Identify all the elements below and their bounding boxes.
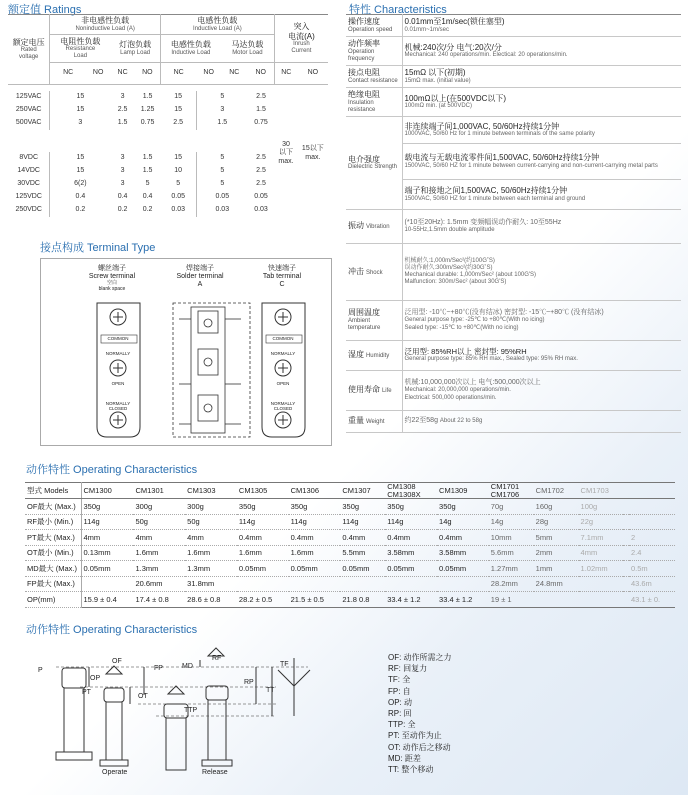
operating-cell: 4mm (133, 530, 185, 546)
operating-cell: 0.4mm (437, 530, 489, 546)
screw-normally-open-label: NORMALLY (105, 351, 131, 356)
model-header (629, 483, 675, 499)
operating-cell: 4mm (81, 530, 133, 546)
operating-row-label: FP最大 (Max.) (25, 576, 81, 592)
solder-terminal-label: 焊接端子 Solder terminal A (176, 265, 224, 289)
operating-cell: 350g (237, 499, 289, 515)
operating-cell: 14g (437, 514, 489, 530)
dielectric-label: 电介强度 Dielectric Strength (346, 116, 402, 209)
inrush-nc-cell: 30 以下 max. (278, 141, 294, 165)
legend-item: PT: 至动作为止 (388, 731, 442, 741)
operating-cell: 0.05mm (289, 561, 341, 577)
legend-item: OP: 动 (388, 697, 413, 707)
rating-cell: 5 (220, 166, 225, 174)
tab-open-label: OPEN (276, 381, 290, 386)
rating-cell: 0.2 (142, 205, 153, 213)
life-label: 使用寿命 Life (346, 370, 402, 410)
label-rf: RF (212, 655, 222, 662)
operating-cell: 5mm (534, 530, 579, 546)
model-header: CM1701 CM1706 (489, 483, 534, 499)
rating-cell: 15 (76, 166, 85, 174)
voltage-cell: 250VDC (8, 204, 50, 217)
humidity-value: 泛用型: 85%RH以上 密封型: 95%RH General purpose type: 85% RH max., Sealed type: 95% RH max. (402, 340, 681, 370)
rating-cell: 6(2) (74, 179, 87, 187)
weight-value: 约22至58g About 22 to 58g (402, 410, 681, 432)
rating-cell: 1.25 (140, 105, 155, 113)
rating-cell: 0.4 (75, 192, 86, 200)
operating-cell: 0.4mm (340, 530, 385, 546)
operating-cell: 28g (534, 514, 579, 530)
voltage-cell: 125VDC (8, 191, 50, 204)
operating-cell: 5.5mm (340, 545, 385, 561)
rating-cell: 1.5 (217, 118, 228, 126)
inductive-load-header: 电感性负载 Inductive Load (160, 35, 220, 63)
operating-cell: 1.02mm (579, 561, 624, 577)
operating-row-label: OF最大 (Max.) (25, 499, 81, 515)
char-value: 0.01mm至1m/sec(锁住塞型) 0.01mm~1m/sec (402, 15, 681, 37)
temperature-value: 泛用型: -10℃~+80℃(没有结冰) 密封型: -15℃~+80℃ (没有结冰) General purpose type: -25℃ to +80℃(With no icing) Sealed type: -15℃ to +80℃(With no icing) (402, 300, 681, 340)
operating-cell: 1.6mm (133, 545, 185, 561)
operating-cell (534, 592, 579, 608)
operating-cell (289, 576, 341, 592)
char-label: 接点电阻 Contact resistance (346, 65, 402, 87)
operating-cell: 350g (289, 499, 341, 515)
operating-cell: 33.4 ± 1.2 (437, 592, 489, 608)
model-header: CM1702 (534, 483, 579, 499)
model-header: CM1703 (579, 483, 624, 499)
operating-cell: 1.3mm (133, 561, 185, 577)
rating-cell: 3 (220, 105, 225, 113)
no-label: NO (135, 63, 161, 85)
operating-cell: 24.8mm (534, 576, 579, 592)
label-tf: TF (280, 661, 289, 668)
label-md: MD (182, 663, 193, 670)
operating-cell: 0.05mm (385, 561, 437, 577)
operating-cell: 350g (81, 499, 133, 515)
model-header: CM1309 (437, 483, 489, 499)
operating-cell: 7.1mm (579, 530, 624, 546)
tab-normally-open-label: NORMALLY (270, 351, 296, 356)
voltage-cell: 14VDC (8, 165, 50, 178)
rating-cell: 1.5 (142, 153, 153, 161)
voltage-cell: 500VAC (8, 117, 50, 130)
operating-cell: 1.3mm (185, 561, 237, 577)
char-value: 机械:240次/分 电气:20次/分 Mechanical: 240 operations/min. Electical: 20 operations/min. (402, 37, 681, 66)
legend-item: OF: 动作所需之力 (388, 653, 452, 662)
operating-cell: 21.8 0.8 (340, 592, 385, 608)
shock-label: 冲击 Shock (346, 243, 402, 300)
screw-normally-closed-label: NORMALLY (105, 401, 131, 406)
operating-cell: 31.8mm (185, 576, 237, 592)
operating-cell: 21.5 ± 0.5 (289, 592, 341, 608)
operating-cell (437, 576, 489, 592)
inrush-header: 突入 电流(A) Inrush Current (274, 15, 328, 63)
label-pt: PT (82, 689, 91, 696)
no-label: NO (86, 63, 110, 85)
no-label: NO (248, 63, 275, 85)
vibration-label: 振动 Vibration (346, 209, 402, 243)
vibration-value: (*10至20Hz): 1.5mm 变频幅误动作耐久: 10至55Hz 10-55Hz,1.5mm double amplitude (402, 209, 681, 243)
rating-cell: 1.5 (117, 118, 128, 126)
operating-cell: 0.4mm (237, 530, 289, 546)
operating-cell: 50g (185, 514, 237, 530)
model-header: CM1305 (237, 483, 289, 499)
operating-cell: 350g (340, 499, 385, 515)
humidity-label: 湿度 Humidity (346, 340, 402, 370)
operating-cell: 22g (579, 514, 624, 530)
rating-cell: 1.5 (142, 166, 153, 174)
rating-cell: 0.2 (75, 205, 86, 213)
legend-item: TF: 全 (388, 675, 411, 685)
operating-cell (579, 576, 624, 592)
model-header: CM1303 (185, 483, 237, 499)
rating-cell: 3 (120, 153, 125, 161)
rating-cell: 3 (120, 92, 125, 100)
model-header: CM1307 (340, 483, 385, 499)
rating-cell: 5 (220, 92, 225, 100)
rating-cell: 2.5 (256, 153, 266, 161)
nc-label: NC (221, 63, 248, 85)
operating-row-label: PT最大 (Max.) (25, 530, 81, 546)
operating-cell (579, 592, 624, 608)
operating-row-label: OP(mm) (25, 592, 81, 608)
voltage-cell: 30VDC (8, 178, 50, 191)
diagram-legend (388, 652, 488, 775)
tab-normally-closed-label: NORMALLY (270, 401, 296, 406)
inrush-no-cell: 15以下 max. (301, 145, 324, 161)
operating-cell: 15.9 ± 0.4 (81, 592, 133, 608)
operating-cell (629, 499, 675, 515)
operating-row-label: MD最大 (Max.) (25, 561, 81, 577)
rating-cell: 2.5 (256, 179, 266, 187)
operating-cell: 2 (629, 530, 675, 546)
dielectric-value-1: 非连续端子间1,000VAC, 50/60Hz持续1分钟 1000VAC, 50/60 Hz for 1 minute between terminals of the same polarity (402, 116, 681, 143)
operating-cell: 3.58mm (385, 545, 437, 561)
life-value: 机械:10,000,000次以上 电气:500,000次以上 Mechanical: 20,000,000 operations/min. Electrical: 500,000 operations/min. (402, 370, 681, 410)
operating-row-label: RF最小 (Min.) (25, 514, 81, 530)
label-ot: OT (138, 693, 148, 700)
ratings-heading: 额定值 Ratings (8, 4, 82, 16)
nc-label: NC (110, 63, 134, 85)
model-header: CM1308 CM1308X (385, 483, 437, 499)
label-fp: FP (154, 665, 163, 672)
operating-cell (237, 576, 289, 592)
rating-cell: 0.05 (160, 191, 196, 204)
char-label: 操作速度 Operation speed (346, 15, 402, 37)
operating-cell: 43.1 ± 0. (629, 592, 675, 608)
screw-terminal-label: 螺丝端子 Screw terminal 空白 blank space (88, 265, 136, 292)
tab-closed-label: CLOSED (273, 406, 293, 411)
operating-cell: 14g (489, 514, 534, 530)
rating-cell: 0.03 (254, 205, 268, 213)
voltage-cell: 8VDC (8, 152, 50, 165)
operating-cell: 114g (81, 514, 133, 530)
nc-label: NC (50, 63, 86, 85)
label-ttp: TTP (184, 707, 198, 714)
dielectric-value-3: 端子和接地之间1,500VAC, 50/60Hz持续1分钟 1500VAC, 50/60 HZ for 1 minute between each terminal and ground (402, 179, 681, 209)
rating-cell: 15 (76, 153, 85, 161)
operating-cell: 70g (489, 499, 534, 515)
operating-cell: 0.13mm (81, 545, 133, 561)
operating-cell: 4mm (579, 545, 624, 561)
rating-cell: 0.4 (142, 192, 153, 200)
ratings-row (8, 91, 328, 104)
rating-cell: 10 (160, 165, 196, 178)
rating-cell: 5 (220, 179, 225, 187)
rating-cell: 1.5 (256, 105, 266, 113)
rating-cell: 15 (160, 104, 196, 117)
label-release: Release (202, 769, 228, 776)
operating-cell: 2mm (534, 545, 579, 561)
rating-cell: 2.5 (160, 117, 196, 130)
operating-cell: 0.05mm (237, 561, 289, 577)
model-header: CM1300 (81, 483, 133, 499)
operating-table (25, 482, 675, 608)
operating-cell: 17.4 ± 0.8 (133, 592, 185, 608)
operating-cell: 1.27mm (489, 561, 534, 577)
legend-item: MD: 距差 (388, 753, 421, 763)
operating-cell: 0.5m (629, 561, 675, 577)
rating-cell: 0.05 (215, 192, 230, 200)
rating-cell: 0.75 (140, 118, 155, 126)
operating-cell: 2.4 (629, 545, 675, 561)
rating-cell: 15 (76, 92, 85, 100)
voltage-cell: 125VAC (8, 91, 50, 104)
rating-cell: 0.03 (160, 204, 196, 217)
terminal-type-box (40, 258, 332, 446)
legend-item: TTP: 全 (388, 720, 416, 730)
operating-cell: 1.6mm (237, 545, 289, 561)
weight-label: 重量 Weight (346, 410, 402, 432)
rating-cell: 0.4 (117, 192, 128, 200)
label-p: P (38, 667, 43, 674)
operating-cell: 3.58mm (437, 545, 489, 561)
operating-cell: 1.6mm (185, 545, 237, 561)
char-label: 绝缘电阻 Insulation resistance (346, 87, 402, 116)
solder-terminal-drawing (173, 303, 250, 437)
operating-cell: 28.6 ± 0.8 (185, 592, 237, 608)
operating-cell: 300g (133, 499, 185, 515)
operating-cell: 28.2 ± 0.5 (237, 592, 289, 608)
rating-cell: 0.2 (117, 205, 128, 213)
screw-open-label: OPEN (111, 381, 125, 386)
lamp-load-header: 灯泡负载 Lamp Load (110, 35, 160, 63)
terminal-heading: 接点构成 Terminal Type (40, 242, 156, 254)
rating-cell: 3 (120, 166, 125, 174)
label-rp: RP (244, 679, 254, 686)
operating-cell: 114g (237, 514, 289, 530)
operating-cell: 114g (289, 514, 341, 530)
dielectric-value-2: 载电流与无载电流零件间1,500VAC, 50/60Hz持续1分钟 1500VAC, 50/60 HZ for 1 minute between current-carrying and non-current-carrying metal parts (402, 143, 681, 179)
operating-cell: 300g (185, 499, 237, 515)
motor-load-header: 马达负载 Motor Load (221, 35, 275, 63)
no-label: NO (298, 63, 328, 85)
operating-cell: 43.6m (629, 576, 675, 592)
operating-cell: 50g (133, 514, 185, 530)
shock-value: 机械耐久:1,000m/Sec²(约100G˚S) 误动作耐久:300m/Sec²(约30G˚S) Mechanical durable: 1,000m/Sec² (about 100G'S) Malfunction: 300m/Sec² (about 30G'S) (402, 243, 681, 300)
rating-cell: 5 (160, 178, 196, 191)
tab-common-label: COMMON (272, 336, 294, 341)
legend-item: FP: 自 (388, 686, 411, 696)
no-label: NO (196, 63, 220, 85)
operating-diagram (26, 640, 346, 790)
tab-terminal-label: 快速端子 Tab terminal C (262, 265, 302, 289)
rated-voltage-header: 额定电压 Rated voltage (8, 15, 50, 85)
diagram-heading: 动作特性 Operating Characteristics (26, 624, 198, 636)
rating-cell: 5 (145, 179, 150, 187)
voltage-cell: 250VAC (8, 104, 50, 117)
operating-cell (81, 576, 133, 592)
operating-cell: 0.05mm (437, 561, 489, 577)
operating-cell (629, 514, 675, 530)
operating-cell (385, 576, 437, 592)
nc-label: NC (160, 63, 196, 85)
operating-cell: 160g (534, 499, 579, 515)
operating-cell: 33.4 ± 1.2 (385, 592, 437, 608)
legend-item: OT: 动作后之移动 (388, 742, 451, 752)
operating-cell: 350g (385, 499, 437, 515)
inductive-group-header: 电感性负载 Inductive Load (A) (160, 15, 274, 35)
resistance-load-header: 电阻性负载 Resistance Load (50, 35, 110, 63)
characteristics-table (346, 14, 681, 433)
rating-cell: 0.75 (254, 118, 268, 126)
operating-cell: 0.4mm (385, 530, 437, 546)
operating-cell: 0.4mm (289, 530, 341, 546)
model-header: CM1301 (133, 483, 185, 499)
label-of: OF (112, 658, 122, 665)
rating-cell: 2.5 (117, 105, 128, 113)
label-operate: Operate (102, 769, 128, 776)
operating-cell: 10mm (489, 530, 534, 546)
rating-cell: 15 (76, 105, 85, 113)
operating-cell: 114g (340, 514, 385, 530)
rating-cell: 3 (78, 118, 83, 126)
operating-cell: 0.05mm (340, 561, 385, 577)
temperature-label: 周围温度 Ambient temperature (346, 300, 402, 340)
operating-cell: 100g (579, 499, 624, 515)
screw-common-label: COMMON (107, 336, 129, 341)
legend-item: RF: 回复力 (388, 664, 428, 674)
label-tt: TT (266, 687, 275, 694)
operating-cell: 114g (385, 514, 437, 530)
rating-cell: 2.5 (256, 92, 266, 100)
rating-cell: 0.05 (254, 192, 268, 200)
operating-cell: 20.6mm (133, 576, 185, 592)
model-header: CM1306 (289, 483, 341, 499)
operating-cell: 4mm (185, 530, 237, 546)
ratings-table (8, 14, 328, 217)
models-label: 型式 Models (25, 483, 81, 499)
operating-cell: 19 ± 1 (489, 592, 534, 608)
rating-cell: 3 (120, 179, 125, 187)
screw-closed-label: CLOSED (108, 406, 128, 411)
legend-item: TT: 整个移动 (388, 765, 434, 775)
characteristics-heading: 特性 Characteristics (349, 4, 447, 16)
operating-cell: 28.2mm (489, 576, 534, 592)
char-label: 动作频率 Operation frequency (346, 37, 402, 66)
rating-cell: 2.5 (256, 166, 266, 174)
operating-cell: 1mm (534, 561, 579, 577)
rating-cell: 0.03 (215, 205, 230, 213)
rating-cell: 15 (160, 91, 196, 104)
rating-cell: 1.5 (142, 92, 153, 100)
operating-cell: 350g (437, 499, 489, 515)
operating-row-label: OT最小 (Min.) (25, 545, 81, 561)
tab-terminal-drawing (262, 303, 305, 437)
legend-item: RP: 回 (388, 709, 412, 719)
operating-cell: 1.6mm (289, 545, 341, 561)
label-op: OP (90, 675, 101, 682)
rating-cell: 15 (160, 152, 196, 165)
noninductive-group-header: 非电感性负载 Noninductive Load (A) (50, 15, 161, 35)
operating-cell: 5.6mm (489, 545, 534, 561)
operating-cell: 0.05mm (81, 561, 133, 577)
rating-cell: 5 (220, 153, 225, 161)
char-value: 15mΩ 以下(初期) 15mΩ max. (initial value) (402, 65, 681, 87)
operating-heading: 动作特性 Operating Characteristics (26, 464, 198, 476)
screw-terminal-drawing (97, 303, 140, 437)
nc-label: NC (274, 63, 297, 85)
operating-cell (340, 576, 385, 592)
char-value: 100mΩ以上(在500VDC以下) 100mΩ min. (at 500VDC) (402, 87, 681, 116)
